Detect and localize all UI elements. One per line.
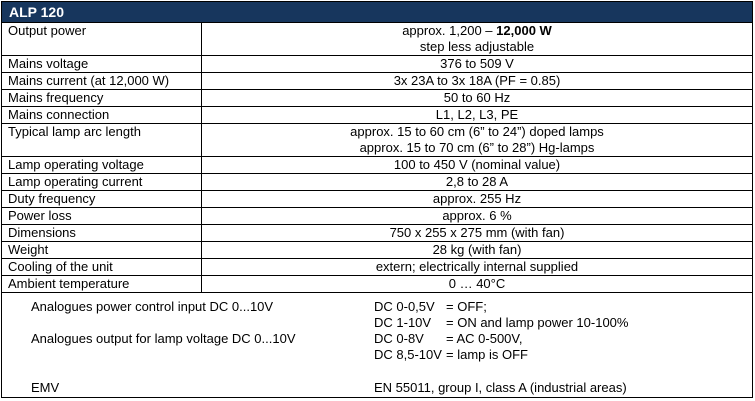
spec-value: 50 to 60 Hz bbox=[202, 90, 753, 107]
spec-value-bold: 12,000 W bbox=[496, 23, 552, 38]
spec-value: approx. 6 % bbox=[202, 208, 753, 225]
spec-label: Cooling of the unit bbox=[2, 259, 202, 276]
spec-value: 376 to 509 V bbox=[202, 56, 753, 73]
spec-label: Mains current (at 12,000 W) bbox=[2, 73, 202, 90]
spec-label: Ambient temperature bbox=[2, 276, 202, 293]
lamp-voltage-op1: = AC 0-500V, bbox=[446, 331, 523, 346]
table-row bbox=[2, 23, 752, 56]
power-control-op2: = ON and lamp power 10-100% bbox=[446, 315, 629, 330]
table-row bbox=[2, 90, 752, 107]
table-row bbox=[2, 225, 752, 242]
emv-label: EMV bbox=[31, 380, 60, 395]
table-row bbox=[2, 124, 752, 157]
spec-value: 0 … 40°C bbox=[202, 276, 753, 293]
spec-label: Duty frequency bbox=[2, 191, 202, 208]
power-control-label: Analogues power control input DC 0...10V bbox=[31, 299, 274, 314]
lamp-voltage-label: Analogues output for lamp voltage DC 0...10V bbox=[31, 331, 296, 346]
power-control-op1: = OFF; bbox=[446, 299, 487, 314]
lamp-voltage-value1: DC 0-8V bbox=[374, 331, 424, 346]
spec-label: Mains frequency bbox=[2, 90, 202, 107]
spec-label: Typical lamp arc length bbox=[2, 124, 202, 157]
spec-value-prefix: approx. 1,200 – bbox=[402, 23, 497, 38]
spec-label: Power loss bbox=[2, 208, 202, 225]
spec-value-line2: step less adjustable bbox=[419, 39, 535, 54]
spec-label: Lamp operating voltage bbox=[2, 157, 202, 174]
table-row bbox=[2, 157, 752, 174]
emv-value: EN 55011, group I, class A (industrial areas) bbox=[374, 380, 627, 395]
table-row bbox=[2, 107, 752, 124]
spec-value-line2: approx. 15 to 70 cm (6” to 28”) Hg-lamps bbox=[359, 140, 595, 155]
spec-value: 100 to 450 V (nominal value) bbox=[202, 157, 753, 174]
spec-value bbox=[202, 23, 753, 56]
spec-label: Mains connection bbox=[2, 107, 202, 124]
spec-value: 750 x 255 x 275 mm (with fan) bbox=[202, 225, 753, 242]
lamp-voltage-op2: = lamp is OFF bbox=[446, 347, 528, 362]
spec-label: Dimensions bbox=[2, 225, 202, 242]
spec-value-line1: approx. 15 to 60 cm (6” to 24”) doped lamps bbox=[350, 124, 604, 139]
power-control-value2: DC 1-10V bbox=[374, 315, 432, 330]
table-row bbox=[2, 73, 752, 90]
spec-label: Lamp operating current bbox=[2, 174, 202, 191]
spec-value: approx. 255 Hz bbox=[202, 191, 753, 208]
spec-value: 28 kg (with fan) bbox=[202, 242, 753, 259]
table-row bbox=[2, 56, 752, 73]
table-row bbox=[2, 208, 752, 225]
product-title: ALP 120 bbox=[2, 2, 752, 23]
table-row bbox=[2, 191, 752, 208]
table-row bbox=[2, 174, 752, 191]
spec-label: Weight bbox=[2, 242, 202, 259]
spec-label: Mains voltage bbox=[2, 56, 202, 73]
spec-value: 3x 23A to 3x 18A (PF = 0.85) bbox=[202, 73, 753, 90]
table-row bbox=[2, 242, 752, 259]
spec-value: L1, L2, L3, PE bbox=[202, 107, 753, 124]
table-row bbox=[2, 276, 752, 293]
spec-value: extern; electrically internal supplied bbox=[202, 259, 753, 276]
spec-label: Output power bbox=[2, 23, 202, 56]
spec-sheet bbox=[1, 1, 753, 398]
spec-value: 2,8 to 28 A bbox=[202, 174, 753, 191]
table-row bbox=[2, 259, 752, 276]
spec-value bbox=[202, 124, 753, 157]
power-control-value1: DC 0-0,5V bbox=[374, 299, 435, 314]
lamp-voltage-value2: DC 8,5-10V bbox=[374, 347, 442, 362]
spec-table bbox=[2, 23, 752, 293]
